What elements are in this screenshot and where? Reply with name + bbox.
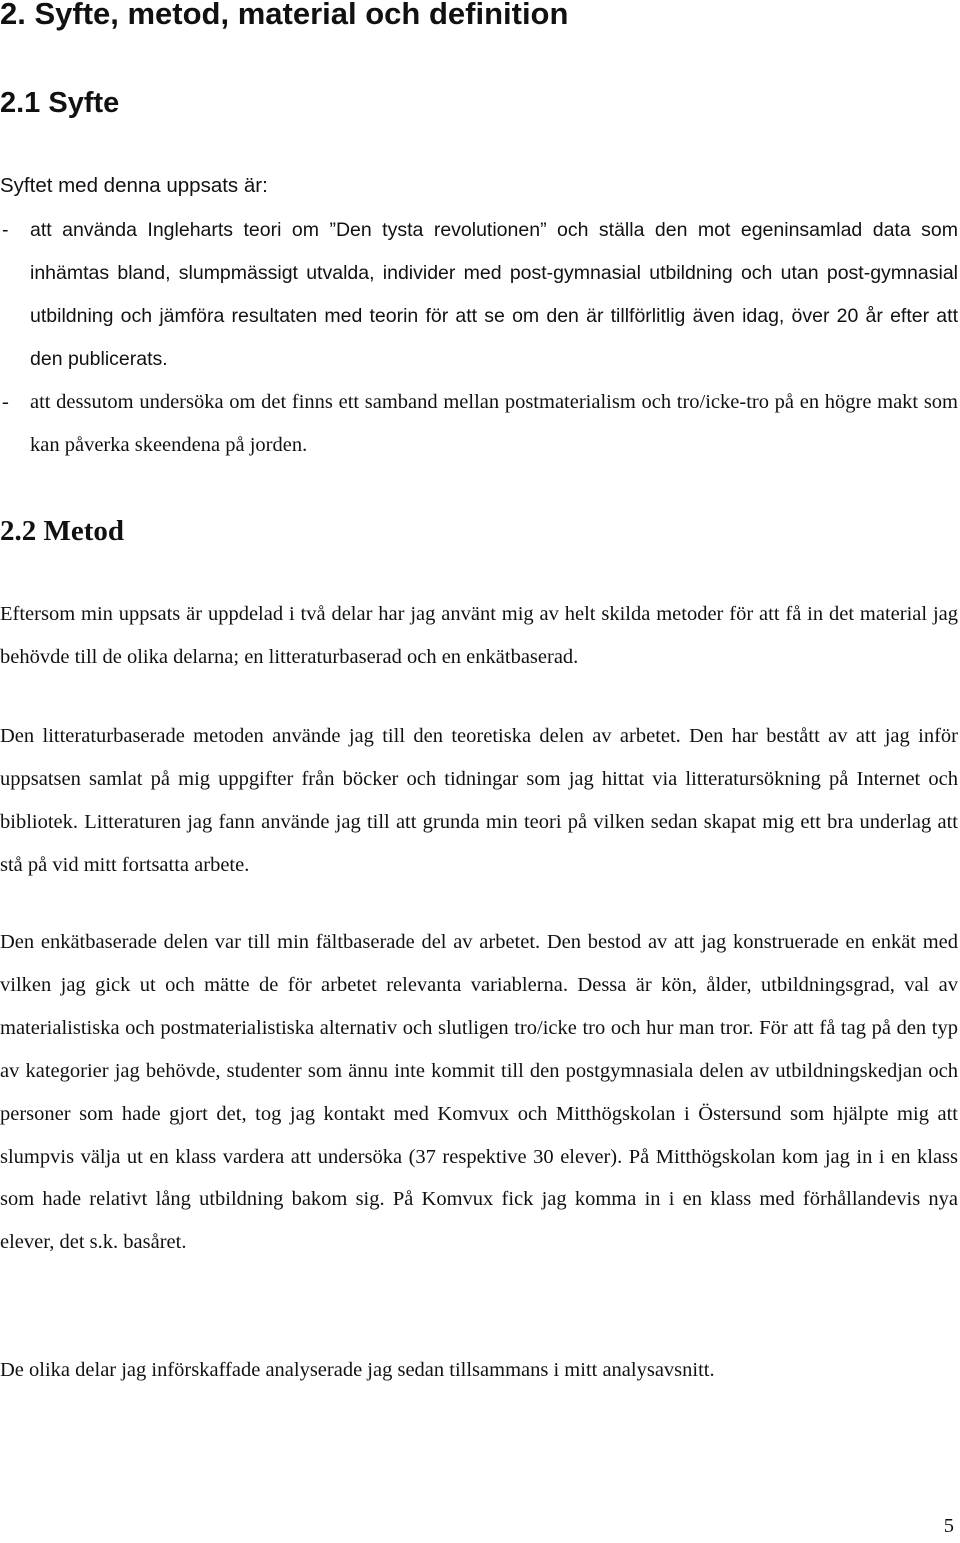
page-number: 5 [943, 1515, 954, 1537]
syfte-list [0, 209, 958, 466]
list-dash: - [2, 219, 9, 241]
list-item-text: att dessutom undersöka om det finns ett samband mellan postmaterialism och tro/icke-tro på en högre makt som kan påverka skeendena på jorden. [30, 390, 958, 456]
section-heading-metod: 2.2 Metod [0, 515, 125, 547]
metod-paragraph-2: Den litteraturbaserade metoden använde jag till den teoretiska delen av arbetet. Den har bestått av att jag inför uppsatsen samlat på mig uppgifter från böcker och tidningar som jag hittat via litteratursökning på Internet och bibliotek. Litteraturen jag fann använde jag till att grunda min teori på vilken sedan skapat mig ett bra underlag att stå på vid mitt fortsatta arbete. [0, 725, 958, 876]
metod-paragraph-4: De olika delar jag införskaffade analyserade jag sedan tillsammans i mitt analysavsnitt. [0, 1359, 715, 1381]
metod-paragraph-1: Eftersom min uppsats är uppdelad i två delar har jag använt mig av helt skilda metoder för att få in det material jag behövde till de olika delarna; en litteraturbaserad och en enkätbaserad. [0, 603, 958, 668]
syfte-intro: Syftet med denna uppsats är: [0, 174, 268, 197]
list-item-text: att använda Ingleharts teori om ”Den tysta revolutionen” och ställa den mot egeninsamlad data som inhämtas bland, slumpmässigt utvalda, individer med post-gymnasial utbildning och utan post-gymnasial utbildning och jämföra resultaten med teorin för att se om den är tillförlitlig även idag, över 20 år efter att den publicerats. [30, 219, 958, 370]
list-item [0, 381, 958, 467]
section-heading-syfte: 2.1 Syfte [0, 87, 120, 119]
metod-paragraph-3: Den enkätbaserade delen var till min fältbaserade del av arbetet. Den bestod av att jag konstruerade en enkät med vilken jag gick ut och mätte de för arbetet relevanta variablerna. Dessa är kön, ålder, utbildningsgrad, val av materialistiska och postmaterialistiska alternativ och slutligen tro/icke tro och hur man tror. För att få tag på den typ av kategorier jag behövde, studenter som ännu inte kommit till den postgymnasiala delen av utbildningskedjan och personer som hade gjort det, tog jag kontakt med Komvux och Mitthögskolan i Östersund som hjälpte mig att slumpvis välja ut en klass vardera att undersöka (37 respektive 30 elever). På Mitthögskolan kom jag in i en klass som hade relativt lång utbildning bakom sig. På Komvux fick jag komma in i en klass med förhållandevis nya elever, det s.k. basåret. [0, 931, 958, 1254]
list-item [0, 209, 958, 381]
list-dash: - [2, 390, 9, 413]
chapter-heading: 2. Syfte, metod, material och definition [0, 0, 569, 31]
